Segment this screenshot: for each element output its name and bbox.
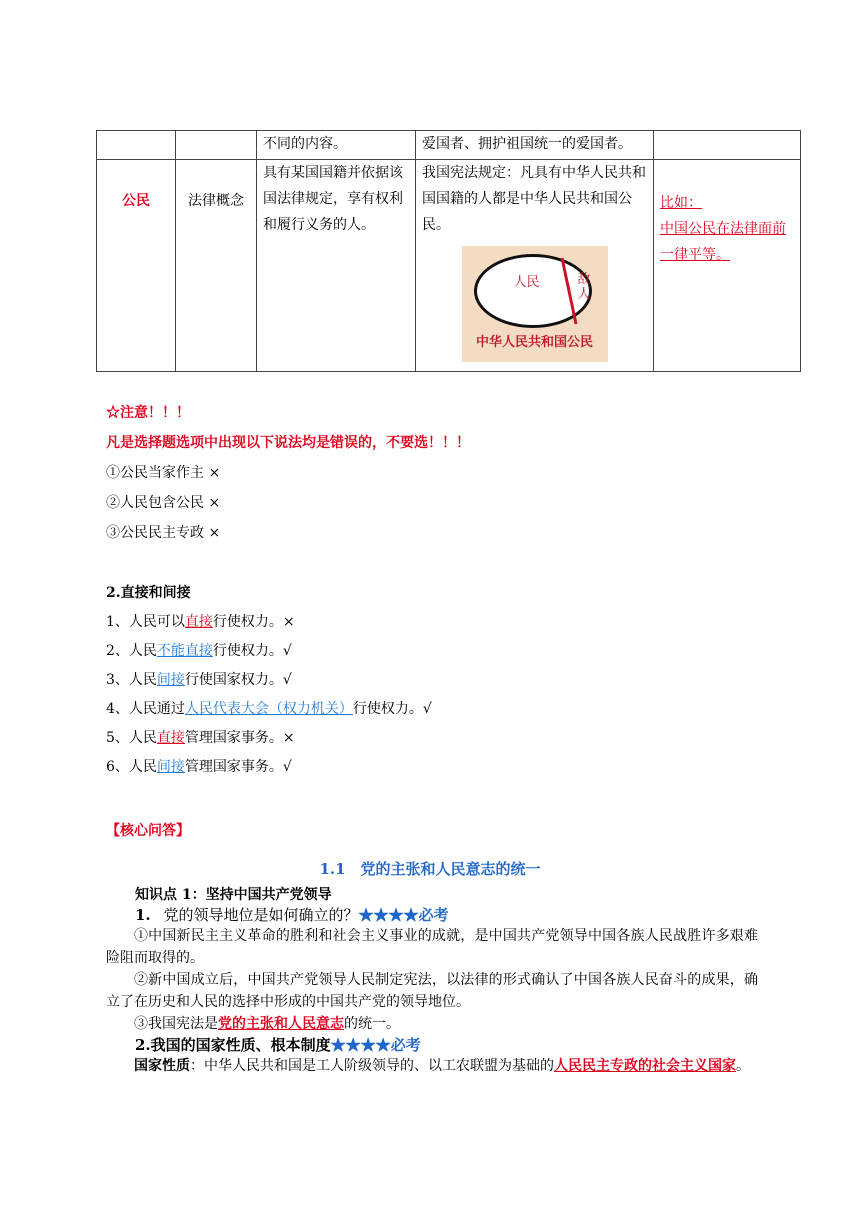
- core-heading: 【核心问答】: [106, 823, 190, 839]
- concept-table: [96, 130, 801, 372]
- nature-text: ：中华人民共和国是工人阶级领导的、以工农联盟为基础的: [190, 1058, 554, 1074]
- answer-text: ③我国宪法是: [134, 1016, 218, 1032]
- table-cell: 不同的内容。: [257, 131, 416, 160]
- list-item: [106, 611, 295, 631]
- star-rating-icon: ★★★★: [358, 906, 419, 924]
- notice-item: ②人民包含公民 ×: [106, 495, 221, 511]
- must-test-badge: 必考: [390, 1036, 421, 1054]
- item-text: 4、人民通过: [106, 701, 185, 717]
- enemy-label: 敌人: [577, 272, 591, 302]
- item-text: 5、人民: [106, 730, 157, 746]
- question-text: 党的领导地位是如何确立的？: [163, 906, 359, 924]
- item-highlight: 直接: [184, 614, 213, 630]
- answer-paragraph: ②新中国成立后，中国共产党领导人民制定宪法，以法律的形式确认了中国各族人民奋斗的成果，确立了在历史和人民的选择中形成的中国共产党的领导地位。: [106, 972, 758, 1010]
- item-text: 3、人民: [106, 672, 157, 688]
- nature-label: 国家性质: [134, 1058, 190, 1074]
- nature-highlight: 人民民主专政的社会主义: [554, 1058, 708, 1074]
- notice-item: ①公民当家作主 ×: [106, 465, 221, 481]
- section-title: 1.1 党的主张和人民意志的统一: [319, 860, 541, 878]
- answer-highlight: 党的主张和人民意志: [218, 1016, 344, 1032]
- table-cell: [416, 160, 654, 372]
- nature-text: 。: [736, 1058, 750, 1074]
- table-cell: 法律概念: [176, 160, 257, 372]
- item-highlight: 不能直接: [156, 643, 213, 659]
- item-text: 行使权力。√: [212, 643, 292, 659]
- list-item: [106, 698, 432, 718]
- item-text: 行使权力。×: [212, 614, 295, 630]
- table-cell: 爱国者、拥护祖国统一的爱国者。: [416, 131, 654, 160]
- knowledge-point-title: 知识点 1：坚持中国共产党领导: [135, 887, 332, 903]
- answer-paragraph: [106, 1013, 758, 1035]
- list-item: [106, 756, 292, 776]
- star-rating-icon: ★★★★: [330, 1036, 391, 1054]
- item-text: 管理国家事务。×: [184, 730, 295, 746]
- item-highlight: 直接: [156, 730, 185, 746]
- table-row: [97, 131, 801, 160]
- item-text: 6、人民: [106, 759, 157, 775]
- item-highlight: 人民代表大会（权力机关）: [184, 701, 353, 717]
- question-number: 1.: [135, 906, 151, 924]
- nature-paragraph: [106, 1055, 758, 1077]
- question-1: [135, 904, 449, 926]
- term-citizen: 公民: [122, 193, 150, 209]
- list-item: [106, 727, 295, 747]
- list-item: [106, 640, 292, 660]
- table-cell: 具有某国国籍并依据该国法律规定，享有权利和履行义务的人。: [257, 160, 416, 372]
- item-text: 行使国家权力。√: [184, 672, 292, 688]
- notice-title: ☆注意！！！: [106, 405, 190, 421]
- answer-paragraph: ①中国新民主主义革命的胜利和社会主义事业的成就，是中国共产党领导中国各族人民战胜许多艰难险阻而取得的。: [106, 928, 758, 966]
- must-test-badge: 必考: [418, 906, 449, 924]
- citizen-diagram: [462, 246, 608, 362]
- table-cell: [97, 160, 176, 372]
- answer-text: 的统一。: [344, 1016, 400, 1032]
- diagram-caption: 中华人民共和国公民: [475, 335, 593, 350]
- table-row: [97, 160, 801, 372]
- item-highlight: 间接: [156, 672, 185, 688]
- item-text: 管理国家事务。√: [184, 759, 292, 775]
- question-2: [135, 1034, 421, 1056]
- question-text: 2.我国的国家性质、根本制度: [135, 1036, 331, 1054]
- example-text: 中国公民在法律面前一律平等。: [660, 221, 786, 263]
- table-cell: [176, 131, 257, 160]
- table-cell: [654, 160, 801, 372]
- item-highlight: 间接: [156, 759, 185, 775]
- example-label: 比如：: [660, 195, 702, 211]
- table-cell: [654, 131, 801, 160]
- people-label: 人民: [513, 275, 540, 290]
- constitution-text: 我国宪法规定：凡具有中华人民共和国国籍的人都是中华人民共和国公民。: [422, 165, 646, 233]
- section-heading-direct: 2.直接和间接: [106, 585, 191, 601]
- list-item: [106, 669, 292, 689]
- table-cell: [97, 131, 176, 160]
- notice-item: ③公民民主专政 ×: [106, 525, 221, 541]
- item-text: 行使权力。√: [352, 701, 432, 717]
- notice-warning: 凡是选择题选项中出现以下说法均是错误的，不要选！！！: [106, 435, 470, 451]
- nature-highlight: 国家: [708, 1058, 736, 1074]
- item-text: 2、人民: [106, 643, 157, 659]
- item-text: 1、人民可以: [106, 614, 185, 630]
